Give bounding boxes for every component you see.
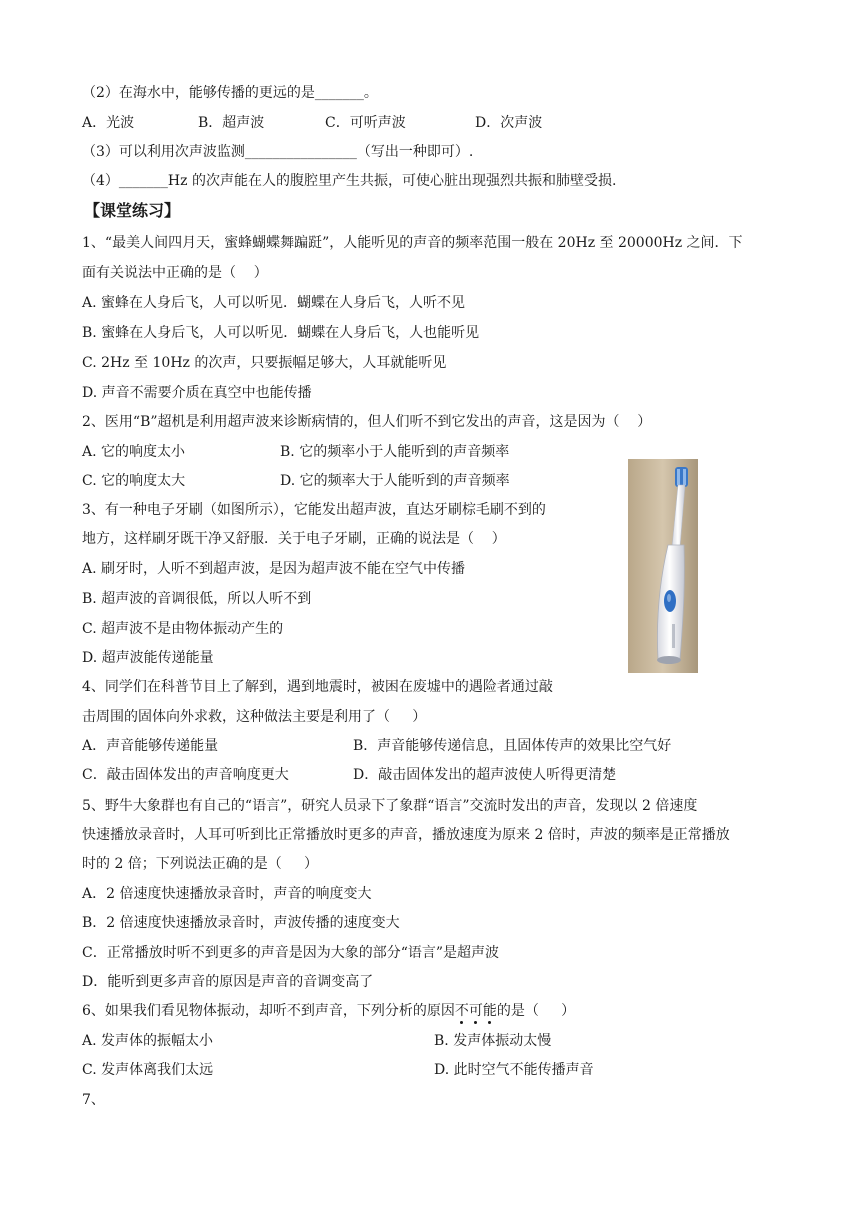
q5-option-c: C．正常播放时听不到更多的声音是因为大象的部分“语言”是超声波: [82, 945, 500, 961]
q5-option-d: D．能听到更多声音的原因是声音的音调变高了: [82, 974, 374, 990]
q5-stem-line1: 5、野牛大象群也有自己的“语言”，研究人员录下了象群“语言”交流时发出的声音，发现以 2 倍速度: [82, 798, 698, 814]
q3-option-d: D. 超声波能传递能量: [82, 650, 214, 666]
q1-option-c: C. 2Hz 至 10Hz 的次声，只要振幅足够大，人耳就能听见: [82, 355, 447, 371]
q4-option-d: D．敲击固体发出的超声波使人听得更清楚: [353, 767, 617, 783]
q5-option-a: A．2 倍速度快速播放录音时，声音的响度变大: [82, 886, 372, 902]
brush-bristles: [675, 467, 688, 487]
q6-option-c: C. 发声体离我们太远: [82, 1062, 214, 1078]
q2-option-a: A. 它的响度太小: [82, 444, 186, 460]
q1-stem-line1: 1、“最美人间四月天，蜜蜂蝴蝶舞蹁跹”，人能听见的声音的频率范围一般在 20Hz 至 20000Hz 之间．下: [82, 235, 743, 251]
q-prev-sub4: （4）_______Hz 的次声能在人的腹腔里产生共振，可使心脏出现强烈共振和肺壁受损.: [82, 173, 617, 189]
section-title: 【课堂练习】: [84, 201, 181, 220]
q6-stem-pre: 6、如果我们看见物体振动，却听不到声音，下列分析的原因: [82, 1003, 455, 1019]
q4-option-a: A．声音能够传递能量: [82, 738, 219, 754]
q1-stem-line2: 面有关说法中正确的是（ ）: [82, 265, 268, 281]
q3-option-a: A. 刷牙时，人听不到超声波，是因为超声波不能在空气中传播: [82, 561, 466, 577]
q5-option-b: B．2 倍速度快速播放录音时，声波传播的速度变大: [82, 915, 400, 931]
q6-stem-post: 的是（ ）: [496, 1003, 576, 1019]
q4-option-b: B．声音能够传递信息，且固体传声的效果比空气好: [353, 738, 672, 754]
q6-emphasis-char-1: 不: [454, 1003, 469, 1019]
q1-option-d: D. 声音不需要介质在真空中也能传播: [82, 385, 312, 401]
q4-option-c: C．敲击固体发出的声音响度更大: [82, 767, 289, 783]
q2-option-c: C. 它的响度太大: [82, 473, 186, 489]
q4-stem-line1: 4、同学们在科普节目上了解到，遇到地震时，被困在废墟中的遇险者通过敲: [82, 679, 553, 695]
q6-emphasis-char-2: 可: [468, 1003, 483, 1019]
q5-stem-line2: 快速播放录音时，人耳可听到比正常播放时更多的声音，播放速度为原来 2 倍时，声波的频率是正常播放: [82, 827, 730, 843]
q4-stem-line2: 击周围的固体向外求救，这种做法主要是利用了（ ）: [82, 709, 427, 725]
q-prev-opt-b: B．超声波: [198, 115, 265, 131]
q-prev-opt-c: C．可听声波: [325, 115, 406, 131]
q-prev-opt-d: D．次声波: [475, 115, 543, 131]
q-prev-opt-a: A．光波: [82, 115, 135, 131]
q5-stem-line3: 时的 2 倍；下列说法正确的是（ ）: [82, 856, 319, 872]
q6-emphasis-char-3: 能: [482, 1003, 497, 1019]
q3-stem-line1: 3、有一种电子牙刷（如图所示），它能发出超声波，直达牙刷棕毛刷不到的: [82, 502, 546, 518]
electric-toothbrush-image: [628, 459, 698, 673]
q1-option-b: B. 蜜蜂在人身后飞，人可以听见．蝴蝶在人身后飞，人也能听见: [82, 325, 480, 341]
q3-option-c: C. 超声波不是由物体振动产生的: [82, 621, 284, 637]
q6-option-b: B. 发声体振动太慢: [434, 1033, 552, 1049]
q6-stem: [82, 1002, 575, 1020]
electric-toothbrush-icon: [628, 459, 698, 673]
q2-stem: 2、医用“B”超机是利用超声波来诊断病情的，但人们听不到它发出的声音，这是因为（ ）: [82, 414, 652, 430]
q6-option-d: D. 此时空气不能传播声音: [434, 1062, 594, 1078]
q7-stem: 7、: [82, 1092, 105, 1108]
q6-option-a: A. 发声体的振幅太小: [82, 1033, 214, 1049]
q2-option-d: D. 它的频率大于人能听到的声音频率: [280, 473, 510, 489]
q2-option-b: B. 它的频率小于人能听到的声音频率: [280, 444, 510, 460]
q3-stem-line2: 地方，这样刷牙既干净又舒服．关于电子牙刷，正确的说法是（ ）: [82, 531, 506, 547]
q-prev-sub3: （3）可以利用次声波监测________________（写出一种即可）.: [82, 144, 474, 160]
q3-option-b: B. 超声波的音调很低，所以人听不到: [82, 591, 312, 607]
q-prev-sub2: （2）在海水中，能够传播的更远的是_______。: [82, 85, 378, 101]
q1-option-a: A. 蜜蜂在人身后飞，人可以听见．蝴蝶在人身后飞，人听不见: [82, 295, 466, 311]
